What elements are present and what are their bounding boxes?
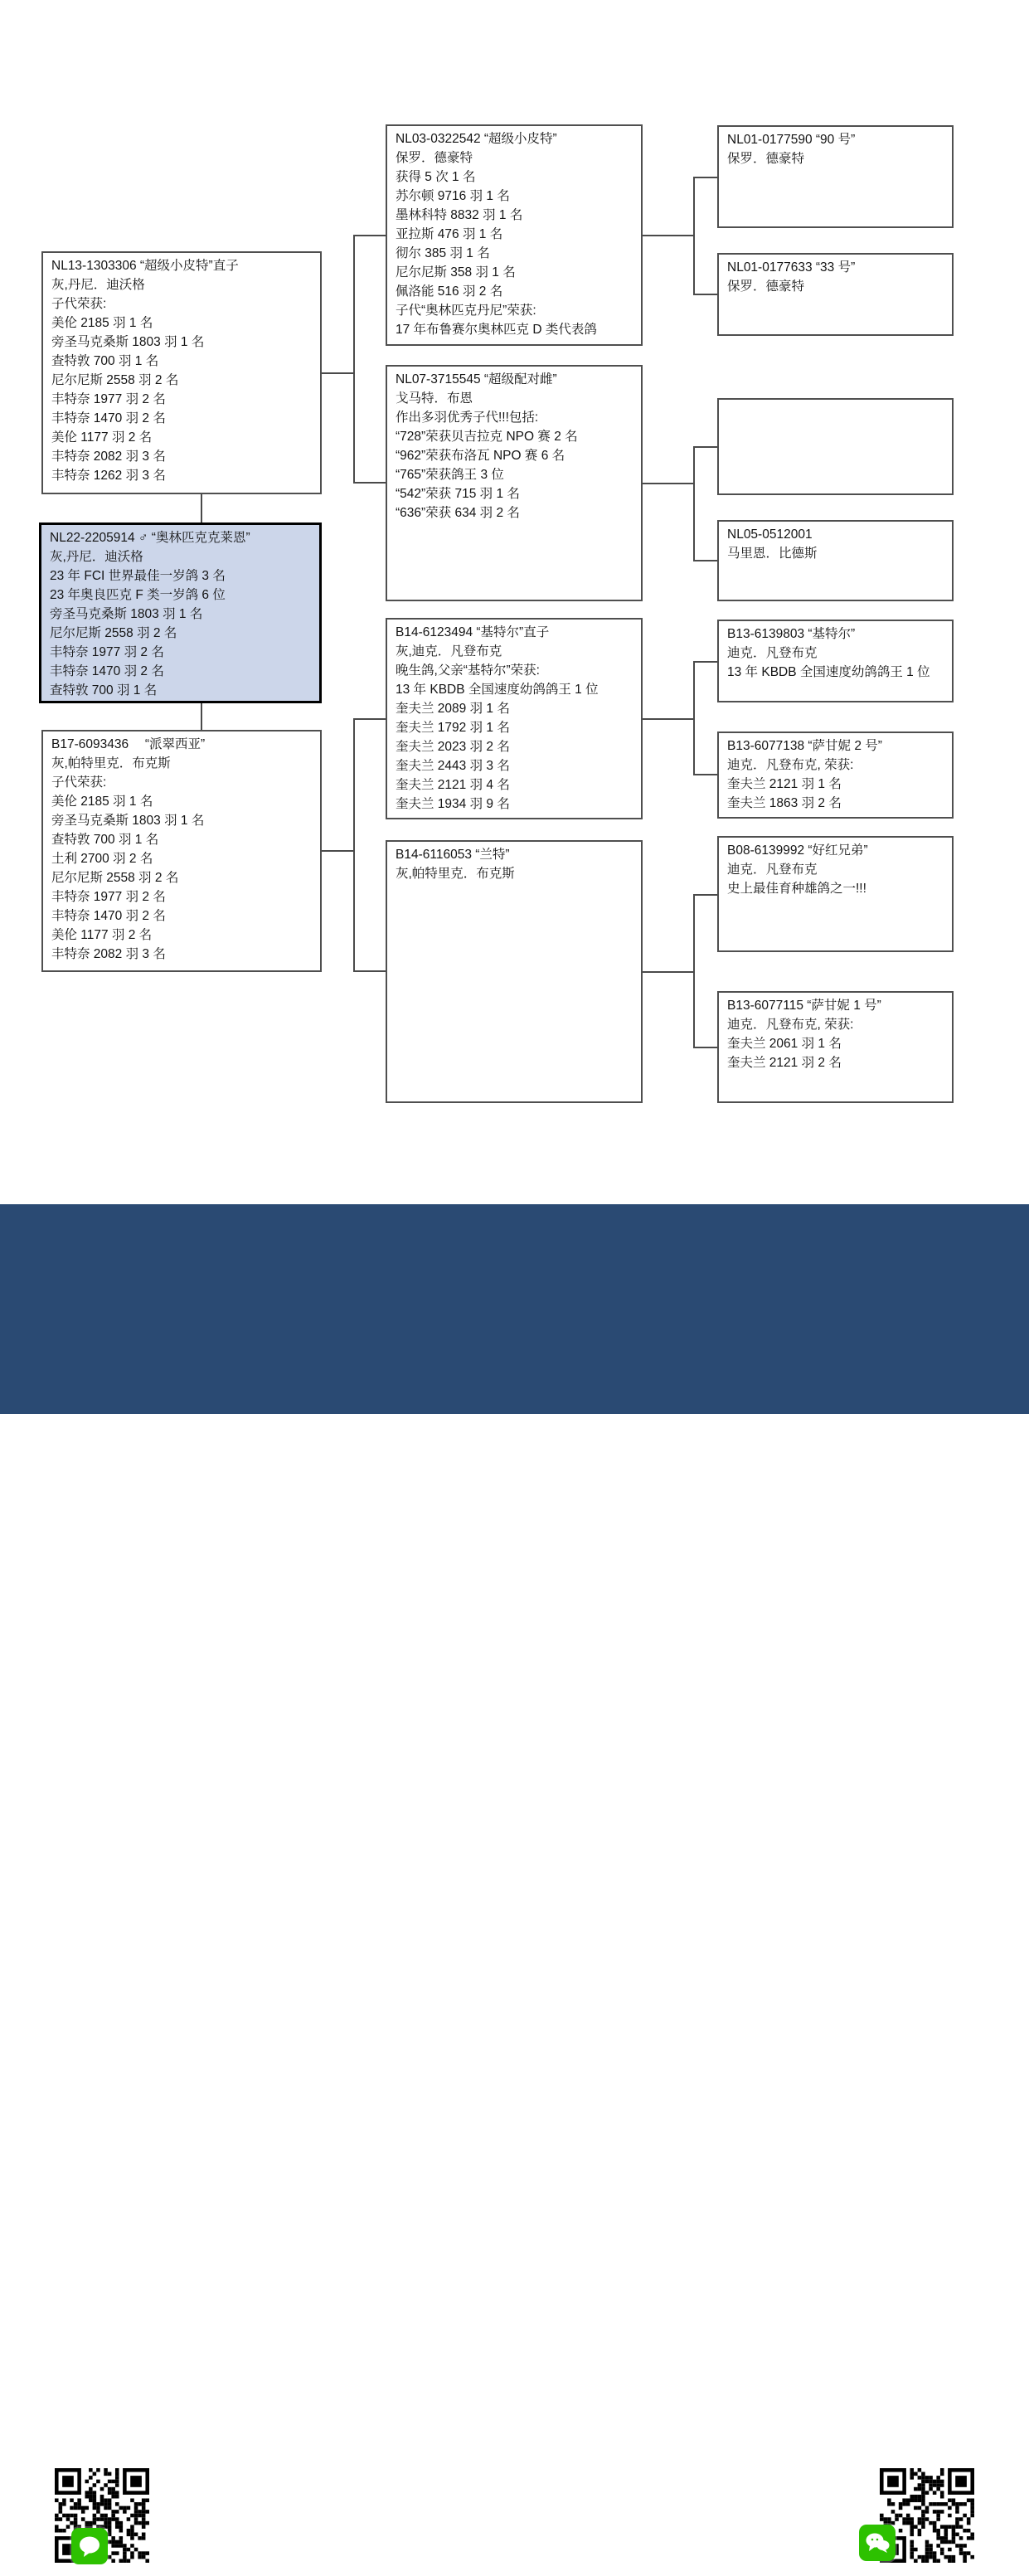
pedigree-box-great-grandparent-3-empty — [717, 398, 954, 495]
pedigree-text-line: B17-6093436 “派翠西亚” — [51, 737, 206, 751]
pedigree-box-grandfather-maternal — [386, 618, 643, 819]
pedigree-text-line: B14-6116053 “兰特” — [396, 848, 510, 862]
pedigree-text-line: 亚拉斯 476 羽 1 名 — [396, 227, 503, 241]
pedigree-box-mother — [41, 730, 322, 972]
pedigree-box-great-grandparent-8 — [717, 991, 954, 1103]
pedigree-text-line: 查特敦 700 羽 1 名 — [50, 683, 158, 697]
pedigree-box-great-grandparent-6 — [717, 731, 954, 819]
pedigree-text-line: 晚生鸽,父亲“基特尔”荣获: — [396, 663, 540, 678]
pedigree-text-line: 苏尔顿 9716 羽 1 名 — [396, 189, 510, 203]
pedigree-text-line: 尼尔尼斯 2558 羽 2 名 — [51, 373, 179, 387]
pedigree-text-line: 奎夫兰 1863 羽 2 名 — [727, 796, 842, 810]
pedigree-text-line: 奎夫兰 2121 羽 4 名 — [396, 778, 510, 792]
pedigree-text-line: NL13-1303306 “超级小皮特”直子 — [51, 259, 239, 273]
footer-banner — [0, 1204, 1029, 2575]
connector-line — [693, 1047, 717, 1048]
pedigree-text-line: 查特敦 700 羽 1 名 — [51, 833, 159, 847]
pedigree-box-great-grandparent-7 — [717, 836, 954, 952]
brand-row — [187, 2431, 842, 2496]
connector-line — [643, 718, 693, 720]
connector-line — [643, 483, 693, 484]
pedigree-text-line: 佩洛能 516 羽 2 名 — [396, 284, 503, 299]
pedigree-text-line: 迪克．凡登布克 — [727, 863, 818, 877]
pedigree-text-line: 尼尔尼斯 2558 羽 2 名 — [51, 871, 179, 885]
pedigree-text-line: 13 年 KBDB 全国速度幼鸽鸽王 1 位 — [396, 683, 599, 697]
pedigree-box-great-grandparent-2 — [717, 253, 954, 336]
pedigree-text-line: 奎夫兰 1792 羽 1 名 — [396, 721, 510, 735]
pedigree-text-line: 灰,迪克．凡登布克 — [396, 644, 502, 659]
pedigree-text-line: 美伦 2185 羽 1 名 — [51, 316, 153, 330]
connector-line — [693, 177, 717, 178]
connector-line — [693, 294, 717, 295]
pedigree-text-line: 迪克．凡登布克, 荣获: — [727, 1018, 854, 1032]
pedigree-box-father — [41, 251, 322, 494]
connector-line — [322, 372, 353, 374]
footer-emails: jo@herbots.be - miet@herbots.be - wangting@herbots.be - pieterjan@herbots.be — [235, 2491, 794, 2508]
footer-content — [170, 2431, 859, 2576]
connector-line — [693, 894, 695, 1047]
footer-contacts: 台灣聯絡人盧婉婷小姐： +32 471 19 55 24 中国联络人逯晽一先生： +86 131 2015 0755 — [225, 2519, 804, 2535]
pedigree-text-line: 23 年奥良匹克 F 类一岁鸽 6 位 — [50, 588, 226, 602]
pedigree-text-line: 灰,丹尼．迪沃格 — [51, 278, 145, 292]
pedigree-text-line: 23 年 FCI 世界最佳一岁鸽 3 名 — [50, 569, 226, 583]
connector-line — [643, 235, 693, 236]
pedigree-text-line: 美伦 2185 羽 1 名 — [51, 795, 153, 809]
pedigree-text-line: 美伦 1177 羽 2 名 — [51, 928, 153, 942]
pedigree-text-line: 子代荣获: — [51, 297, 107, 311]
pedigree-text-line: 奎夫兰 2443 羽 3 名 — [396, 759, 510, 773]
pedigree-text-line: NL03-0322542 “超级小皮特” — [396, 132, 557, 146]
pedigree-text-line: 保罗．德豪特 — [727, 152, 805, 166]
connector-line — [201, 494, 202, 522]
pedigree-text-line: 丰特奈 1470 羽 2 名 — [50, 664, 164, 678]
pedigree-text-line: 奎夫兰 2121 羽 1 名 — [727, 777, 842, 791]
pedigree-text-line: 奎夫兰 1934 羽 9 名 — [396, 797, 510, 811]
pedigree-text-line: 丰特奈 2082 羽 3 名 — [51, 947, 166, 961]
pedigree-text-line: 奎夫兰 2089 羽 1 名 — [396, 702, 510, 716]
pedigree-box-grandmother-maternal — [386, 840, 643, 1103]
connector-line — [693, 894, 717, 896]
pedigree-text-line: B14-6123494 “基特尔”直子 — [396, 625, 550, 639]
pedigree-text-line: 旁圣马克桑斯 1803 羽 1 名 — [51, 335, 205, 349]
footer-tagline-cn: 品质至上 — [467, 2447, 607, 2483]
pedigree-text-line: B08-6139992 “好红兄弟” — [727, 843, 868, 858]
connector-line — [201, 703, 202, 730]
pedigree-text-line: 丰特奈 1470 羽 2 名 — [51, 411, 166, 425]
pedigree-text-line: 丰特奈 1977 羽 2 名 — [51, 392, 166, 406]
connector-line — [693, 177, 695, 295]
pedigree-text-line: 迪克．凡登布克 — [727, 646, 818, 660]
pedigree-box-great-grandparent-5 — [717, 620, 954, 702]
connector-line — [693, 774, 717, 775]
pedigree-text-line: B13-6077115 “萨甘妮 1 号” — [727, 999, 881, 1013]
pedigree-text-line: 戈马特．布恩 — [396, 391, 473, 406]
pedigree-text-line: 子代荣获: — [51, 775, 107, 790]
herbots-logo: Herbots — [243, 2431, 454, 2496]
wechat-icon — [859, 2525, 896, 2561]
pedigree-box-grandfather-paternal — [386, 124, 643, 346]
pedigree-text-line: 土利 2700 羽 2 名 — [51, 852, 153, 866]
pedigree-text-line: 灰,帕特里克．布克斯 — [51, 756, 171, 770]
pedigree-text-line: NL05-0512001 — [727, 527, 813, 542]
pedigree-text-line: “728”荣获贝吉拉克 NPO 赛 2 名 — [396, 430, 578, 444]
pedigree-text-line: “542”荣获 715 羽 1 名 — [396, 487, 520, 501]
pedigree-text-line: 获得 5 次 1 名 — [396, 170, 476, 184]
connector-line — [693, 661, 717, 663]
pedigree-text-line: B13-6077138 “萨甘妮 2 号” — [727, 739, 882, 753]
pedigree-text-line: 奎夫兰 2061 羽 1 名 — [727, 1037, 842, 1051]
connector-line — [353, 482, 386, 484]
pedigree-text-line: “636”荣获 634 羽 2 名 — [396, 506, 520, 520]
pedigree-text-line: 保罗．德豪特 — [727, 279, 805, 294]
pedigree-box-great-grandparent-4 — [717, 520, 954, 601]
connector-line — [693, 560, 717, 561]
connector-line — [353, 235, 386, 236]
pedigree-text-line: NL01-0177590 “90 号” — [727, 133, 856, 147]
connector-line — [693, 661, 695, 775]
pedigree-text-line: 尼尔尼斯 2558 羽 2 名 — [50, 626, 177, 640]
pedigree-text-line: 查特敦 700 羽 1 名 — [51, 354, 159, 368]
pedigree-text-line: 13 年 KBDB 全国速度幼鸽鸽王 1 位 — [727, 665, 930, 679]
pedigree-text-line: “765”荣获鸽王 3 位 — [396, 468, 504, 482]
pedigree-text-line: 作出多羽优秀子代!!!包括: — [396, 411, 539, 425]
connector-line — [353, 718, 355, 972]
pedigree-text-line: 丰特奈 2082 羽 3 名 — [51, 450, 166, 464]
line-app-icon — [71, 2528, 108, 2564]
connector-line — [353, 718, 386, 720]
pedigree-text-line: 丰特奈 1977 羽 2 名 — [51, 890, 166, 904]
pedigree-text-line: NL22-2205914 ♂ “奥林匹克克莱恩” — [50, 531, 250, 545]
pedigree-box-subject — [39, 522, 322, 703]
pedigree-text-line: 保罗．德豪特 — [396, 151, 473, 165]
pedigree-text-line: 灰,帕特里克．布克斯 — [396, 867, 515, 881]
connector-line — [322, 850, 353, 852]
pedigree-text-line: 奎夫兰 2023 羽 2 名 — [396, 740, 510, 754]
connector-line — [693, 446, 695, 561]
connector-line — [353, 235, 355, 484]
connector-line — [353, 970, 386, 972]
connector-line — [643, 971, 693, 973]
pedigree-text-line: 丰特奈 1262 羽 3 名 — [51, 469, 166, 483]
pedigree-text-line: 灰,丹尼．迪沃格 — [50, 550, 143, 564]
pedigree-text-line: 马里恩．比德斯 — [727, 547, 818, 561]
pedigree-text-line: 迪克．凡登布克, 荣获: — [727, 758, 854, 772]
footer-website: WWW.HERBOTS.BE — [621, 2450, 842, 2476]
feather-icon — [184, 2444, 232, 2481]
pedigree-text-line: 美伦 1177 羽 2 名 — [51, 430, 153, 445]
pedigree-text-line: 丰特奈 1977 羽 2 名 — [50, 645, 164, 659]
pedigree-text-line: 旁圣马克桑斯 1803 羽 1 名 — [50, 607, 203, 621]
pedigree-text-line: 奎夫兰 2121 羽 2 名 — [727, 1056, 842, 1070]
pedigree-box-great-grandparent-1 — [717, 125, 954, 228]
pedigree-text-line: NL01-0177633 “33 号” — [727, 260, 856, 275]
pedigree-text-line: B13-6139803 “基特尔” — [727, 627, 856, 641]
pedigree-text-line: 彻尔 385 羽 1 名 — [396, 246, 490, 260]
pedigree-text-line: 丰特奈 1470 羽 2 名 — [51, 909, 166, 923]
pedigree-text-line: 旁圣马克桑斯 1803 羽 1 名 — [51, 814, 205, 828]
pedigree-text-line: 17 年布鲁赛尔奥林匹克 D 类代表鸽 — [396, 323, 597, 337]
pedigree-text-line: NL07-3715545 “超级配对雌” — [396, 372, 557, 386]
pedigree-text-line: 史上最佳育种雄鸽之一!!! — [727, 882, 866, 896]
pedigree-text-line: “962”荣获布洛瓦 NPO 赛 6 名 — [396, 449, 565, 463]
pedigree-text-line: 子代“奥林匹克丹尼”荣获: — [396, 304, 536, 318]
connector-line — [693, 446, 717, 448]
pedigree-text-line: 墨林科特 8832 羽 1 名 — [396, 208, 523, 222]
pedigree-box-grandmother-paternal — [386, 365, 643, 601]
pedigree-text-line: 尼尔尼斯 358 羽 1 名 — [396, 265, 516, 279]
footer-slogan: 贺伯特家族...秉持品质第一与诚实可靠，力求提供完美的服务！ — [174, 2550, 855, 2575]
